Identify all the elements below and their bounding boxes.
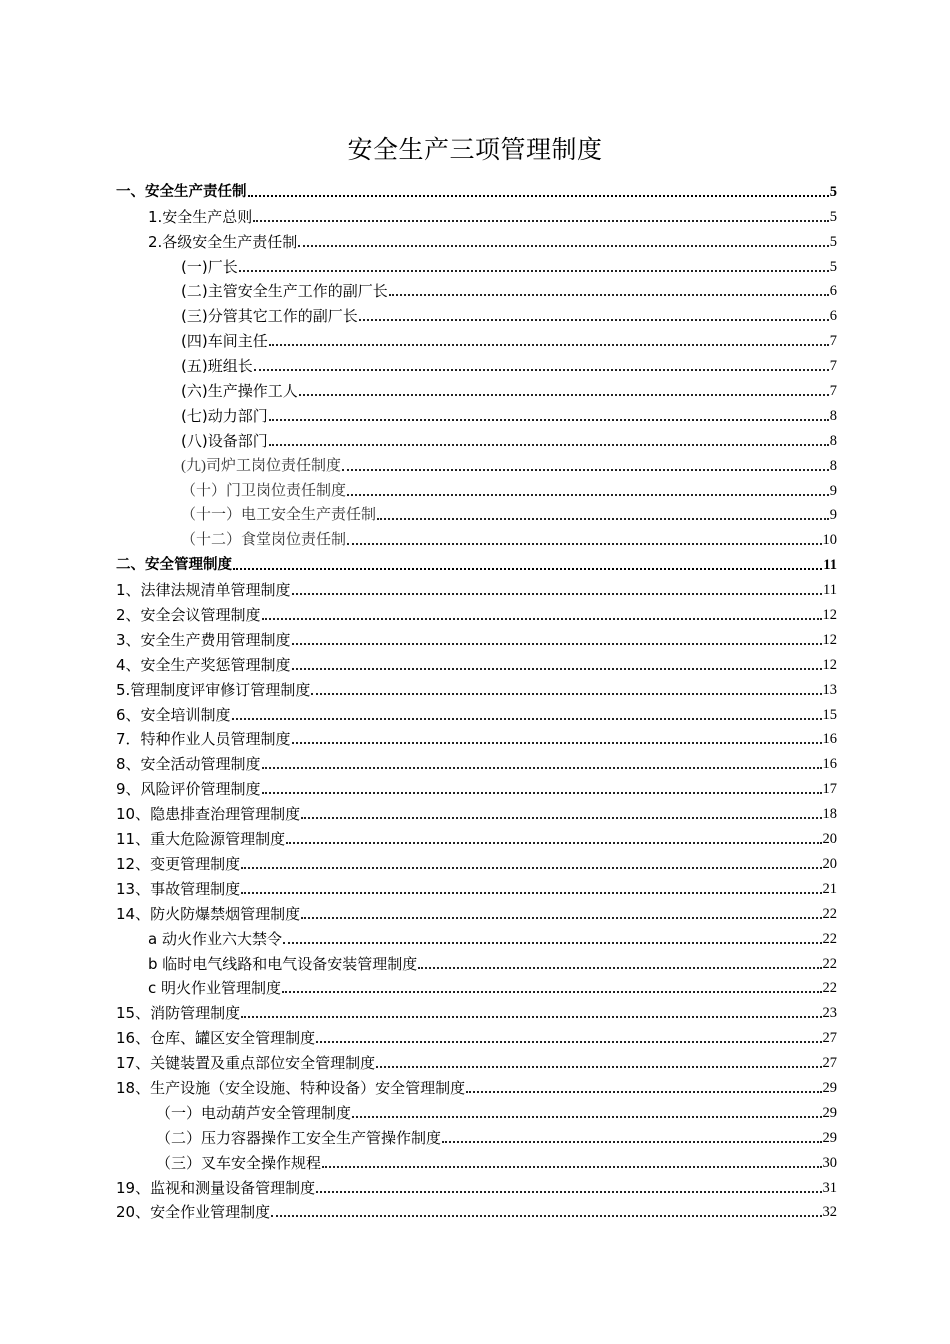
toc-entry[interactable] [0,524,950,549]
toc-entry-title: （十二）食堂岗位责任制 [181,532,347,549]
toc-entry-title: (九)司炉工岗位责任制度 [181,457,341,474]
toc-page-number: 6 [829,308,837,325]
toc-entry[interactable] [0,973,950,998]
toc-page-number: 6 [829,283,837,300]
toc-page-number: 8 [829,407,837,424]
toc-entry[interactable] [0,1022,950,1047]
toc-entry[interactable] [0,699,950,724]
toc-dot-leader [292,742,822,744]
toc-page-number: 22 [822,955,837,972]
toc-page-number: 12 [822,607,837,624]
toc-entry[interactable] [0,300,950,325]
toc-page-number: 29 [822,1129,837,1146]
toc-page-number: 20 [822,855,837,872]
toc-entry[interactable] [0,176,950,201]
toc-dot-leader [311,693,821,695]
toc-entry-title: b 临时电气线路和电气设备安装管理制度 [148,954,418,973]
toc-entry-title: 二、安全管理制度 [116,557,232,574]
toc-entry[interactable] [0,798,950,823]
toc-page-number: 7 [829,333,837,350]
toc-page-number: 12 [822,656,837,673]
toc-page-number: 7 [829,358,837,375]
toc-entry-title: 10、隐患排查治理管理制度 [116,805,301,824]
toc-dot-leader [298,245,828,247]
toc-dot-leader [254,369,829,371]
toc-entry[interactable] [0,201,950,226]
toc-page-number: 16 [822,731,837,748]
toc-page-number: 27 [822,1030,837,1047]
toc-entry[interactable] [0,1122,950,1147]
toc-entry-title: 8、安全活动管理制度 [116,755,261,774]
toc-dot-leader [286,842,821,844]
toc-dot-leader [282,991,821,993]
toc-entry[interactable] [0,873,950,898]
toc-entry-title: （十）门卫岗位责任制度 [181,482,347,499]
toc-dot-leader [269,419,829,421]
toc-entry[interactable] [0,724,950,749]
toc-entry-title: 9、风险评价管理制度 [116,780,261,799]
toc-page-number: 7 [829,383,837,400]
toc-page-number: 22 [822,930,837,947]
toc-dot-leader [269,444,829,446]
toc-page-number: 17 [822,781,837,798]
toc-entry[interactable] [0,823,950,848]
toc-dot-leader [292,643,822,645]
toc-page-number: 20 [822,831,837,848]
toc-page-number: 12 [822,631,837,648]
toc-page-number: 31 [822,1179,837,1196]
toc-entry-title: 14、防火防爆禁烟管理制度 [116,904,301,923]
toc-page-number: 5 [829,183,837,200]
toc-entry[interactable] [0,649,950,674]
toc-dot-leader [442,1141,821,1143]
toc-entry[interactable] [0,400,950,425]
toc-page-number: 15 [822,706,837,723]
toc-dot-leader [233,568,822,570]
toc-entry-title: 1、法律法规清单管理制度 [116,581,291,600]
toc-entry-title: （三）叉车安全操作规程 [156,1153,322,1172]
toc-entry-title: a 动火作业六大禁令 [148,929,282,948]
toc-entry-title: 20、安全作业管理制度 [116,1203,271,1222]
toc-entry-title: 17、关键装置及重点部位安全管理制度 [116,1054,376,1073]
toc-page-number: 21 [822,880,837,897]
toc-entry[interactable] [0,549,950,574]
toc-entry-title: 7．特种作业人员管理制度 [116,730,291,749]
toc-entry-title: 一、安全生产责任制 [116,183,247,200]
toc-entry[interactable] [0,773,950,798]
toc-dot-leader [262,618,822,620]
toc-entry[interactable] [0,450,950,475]
toc-page-number: 22 [822,905,837,922]
toc-entry-title: 4、安全生产奖惩管理制度 [116,655,291,674]
toc-dot-leader [239,270,829,272]
toc-page-number: 9 [829,482,837,499]
toc-page-number: 8 [829,457,837,474]
toc-dot-leader [292,593,822,595]
toc-page-number: 10 [822,532,837,549]
toc-entry-title: 13、事故管理制度 [116,879,241,898]
toc-entry[interactable] [0,425,950,450]
toc-entry-title: (四)车间主任 [181,332,268,351]
toc-dot-leader [232,718,822,720]
toc-dot-leader [316,1041,821,1043]
toc-entry-title: (五)班组长 [181,357,253,376]
toc-entry[interactable] [0,475,950,500]
toc-dot-leader [262,767,822,769]
toc-dot-leader [248,195,829,197]
toc-entry[interactable] [0,848,950,873]
toc-entry[interactable] [0,251,950,276]
toc-entry[interactable] [0,624,950,649]
toc-entry[interactable] [0,997,950,1022]
toc-dot-leader [271,1215,821,1217]
toc-entry[interactable] [0,674,950,699]
toc-entry-title: 15、消防管理制度 [116,1004,241,1023]
page-title: 安全生产三项管理制度 [347,135,603,164]
toc-entry-title: 6、安全培训制度 [116,705,231,724]
toc-entry[interactable] [0,500,950,525]
toc-entry-title: 19、监视和测量设备管理制度 [116,1178,316,1197]
toc-dot-leader [418,967,821,969]
toc-entry[interactable] [0,923,950,948]
toc-dot-leader [359,319,829,321]
toc-dot-leader [376,1066,821,1068]
toc-dot-leader [241,1016,821,1018]
toc-entry[interactable] [0,350,950,375]
toc-page-number: 11 [823,557,837,574]
toc-entry-title: 5.管理制度评审修订管理制度 [116,680,311,699]
toc-dot-leader [241,892,821,894]
toc-dot-leader [301,817,821,819]
toc-dot-leader [342,469,829,471]
toc-dot-leader [292,668,822,670]
toc-entry[interactable] [0,1097,950,1122]
toc-entry-title: （十一）电工安全生产责任制 [181,507,377,524]
toc-page-number: 29 [822,1104,837,1121]
toc-entry-title: 12、变更管理制度 [116,854,241,873]
toc-entry[interactable] [0,375,950,400]
toc-dot-leader [241,867,821,869]
toc-page-number: 13 [822,681,837,698]
toc-dot-leader [352,1116,821,1118]
toc-page-number: 23 [822,1005,837,1022]
toc-page-number: 5 [829,233,837,250]
toc-entry-title: （二）压力容器操作工安全生产管操作制度 [156,1128,442,1147]
toc-entry[interactable] [0,1147,950,1172]
toc-entry-title: (七)动力部门 [181,406,268,425]
toc-entry[interactable] [0,226,950,251]
toc-page-number: 29 [822,1079,837,1096]
toc-page-number: 8 [829,432,837,449]
toc-page-number: 22 [822,980,837,997]
toc-page-number: 30 [822,1154,837,1171]
toc-page-number: 9 [829,507,837,524]
toc-dot-leader [316,1191,821,1193]
toc-page-number: 18 [822,806,837,823]
toc-entry[interactable] [0,748,950,773]
toc-entry-title: c 明火作业管理制度 [148,979,282,998]
toc-page-number: 32 [822,1204,837,1221]
toc-entry[interactable] [0,1197,950,1222]
toc-dot-leader [347,543,821,545]
toc-page-number: 11 [823,582,837,599]
toc-entry-title: (三)分管其它工作的副厂长 [181,307,358,326]
toc-dot-leader [301,917,821,919]
toc-page-number: 27 [822,1055,837,1072]
toc-entry[interactable] [0,276,950,301]
toc-entry-title: 11、重大危险源管理制度 [116,830,286,849]
toc-dot-leader [262,792,822,794]
toc-entry-title: (一)厂长 [181,257,238,276]
toc-entry-title: 3、安全生产费用管理制度 [116,630,291,649]
toc-dot-leader [269,344,829,346]
toc-page-number: 5 [829,258,837,275]
toc-dot-leader [299,394,829,396]
toc-dot-leader [253,220,828,222]
toc-entry-title: (八)设备部门 [181,431,268,450]
toc-entry-title: 18、生产设施（安全设施、特种设备）安全管理制度 [116,1078,466,1097]
toc-entry[interactable] [0,325,950,350]
toc-entry-title: 2、安全会议管理制度 [116,606,261,625]
toc-dot-leader [322,1166,821,1168]
toc-dot-leader [347,494,829,496]
toc-entry[interactable] [0,574,950,599]
table-of-contents [0,176,950,1221]
toc-entry-title: 16、仓库、罐区安全管理制度 [116,1029,316,1048]
toc-dot-leader [283,942,822,944]
toc-page-number: 16 [822,756,837,773]
toc-dot-leader [466,1091,821,1093]
toc-entry[interactable] [0,898,950,923]
toc-entry[interactable] [0,599,950,624]
toc-entry-title: （一）电动葫芦安全管理制度 [156,1103,352,1122]
toc-entry-title: (六)生产操作工人 [181,382,298,401]
toc-entry[interactable] [0,1072,950,1097]
toc-entry-title: 2.各级安全生产责任制 [148,232,298,251]
toc-dot-leader [377,518,829,520]
toc-page-number: 5 [829,208,837,225]
toc-entry-title: (二)主管安全生产工作的副厂长 [181,282,388,301]
toc-entry[interactable] [0,948,950,973]
toc-dot-leader [389,294,829,296]
toc-entry[interactable] [0,1047,950,1072]
toc-entry[interactable] [0,1172,950,1197]
toc-entry-title: 1.安全生产总则 [148,207,253,226]
